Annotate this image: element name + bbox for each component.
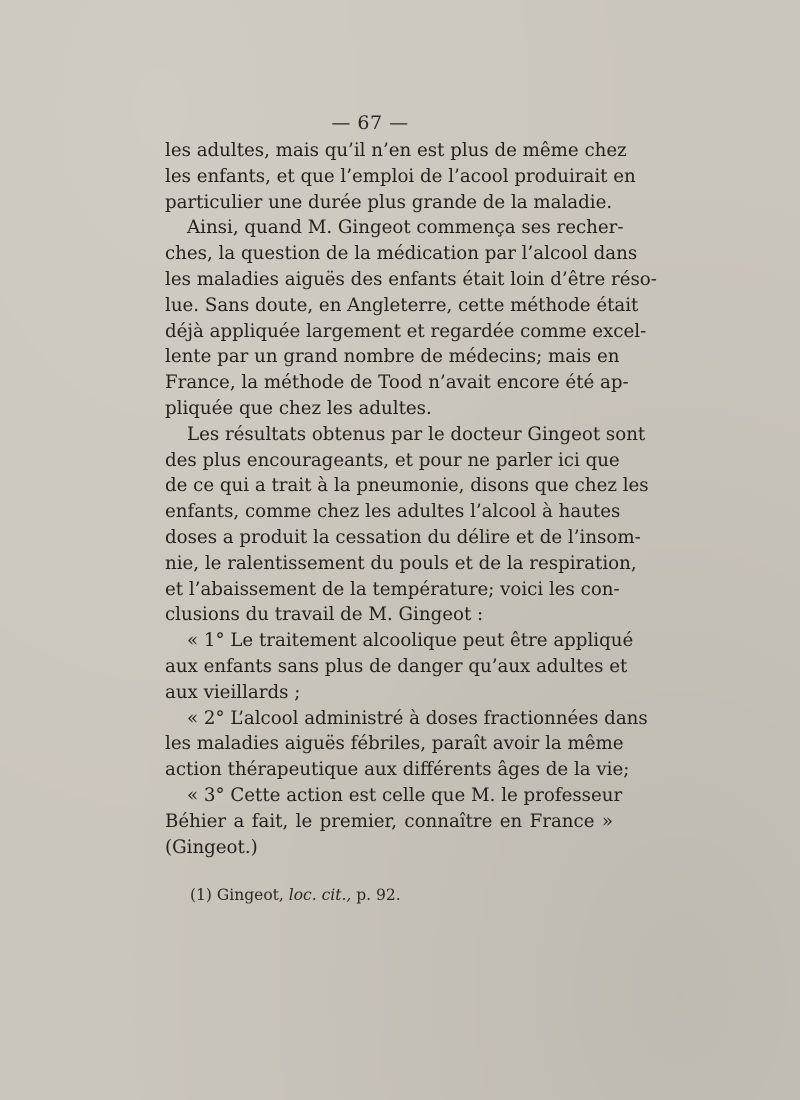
footnote-number: (1)	[190, 886, 212, 904]
text-line: France, la méthode de Tood n’avait encore été ap-	[165, 372, 629, 394]
text-line: clusions du travail de M. Gingeot :	[165, 604, 484, 626]
text-line: doses a produit la cessation du délire et de l’insom-	[165, 526, 641, 548]
text-line: pliquée que chez les adultes.	[165, 397, 432, 419]
text-line: les enfants, et que l’emploi de l’acool produirait en	[165, 165, 636, 187]
body-text	[165, 138, 657, 860]
text-line: aux enfants sans plus de danger qu’aux adultes et	[165, 655, 628, 677]
footnote-author: Gingeot,	[216, 886, 284, 904]
text-line: (Gingeot.)	[165, 836, 258, 858]
text-line: ches, la question de la médication par l’alcool dans	[165, 243, 638, 265]
text-line: lente par un grand nombre de médecins; mais en	[165, 346, 620, 368]
text-line: de ce qui a trait à la pneumonie, disons que chez les	[165, 475, 649, 497]
text-line: et l’abaissement de la température; voici les con-	[165, 578, 620, 600]
text-line: des plus encourageants, et pour ne parler ici que	[165, 449, 620, 471]
text-line: particulier une durée plus grande de la maladie.	[165, 191, 613, 213]
text-line: Ainsi, quand M. Gingeot commença ses recher-	[187, 217, 624, 239]
text-line: « 2° L’alcool administré à doses fractionnées dans	[187, 707, 648, 729]
text-line: enfants, comme chez les adultes l’alcool à hautes	[165, 501, 621, 523]
text-line: Les résultats obtenus par le docteur Gingeot sont	[187, 423, 646, 445]
text-line: déjà appliquée largement et regardée comme excel-	[165, 320, 647, 342]
text-line: les maladies aiguës des enfants était loin d’être réso-	[165, 268, 657, 290]
text-line: « 1° Le traitement alcoolique peut être appliqué	[187, 630, 634, 652]
page-number: — 67 —	[331, 112, 409, 134]
text-line: les maladies aiguës fébriles, paraît avoir la même	[165, 733, 624, 755]
text-line: nie, le ralentissement du pouls et de la respiration,	[165, 552, 637, 574]
text-line: lue. Sans doute, en Angleterre, cette méthode était	[165, 294, 639, 316]
footnote	[190, 886, 401, 904]
footnote-citation: loc. cit.,	[288, 886, 352, 904]
text-line: action thérapeutique aux différents âges de la vie;	[165, 759, 630, 781]
text-line: les adultes, mais qu’il n’en est plus de même chez	[165, 140, 627, 161]
text-line: Béhier a fait, le premier, connaître en France »	[165, 810, 613, 832]
text-line: aux vieillards ;	[165, 681, 301, 703]
text-line: « 3° Cette action est celle que M. le professeur	[187, 784, 623, 806]
footnote-page: p. 92.	[356, 886, 401, 904]
